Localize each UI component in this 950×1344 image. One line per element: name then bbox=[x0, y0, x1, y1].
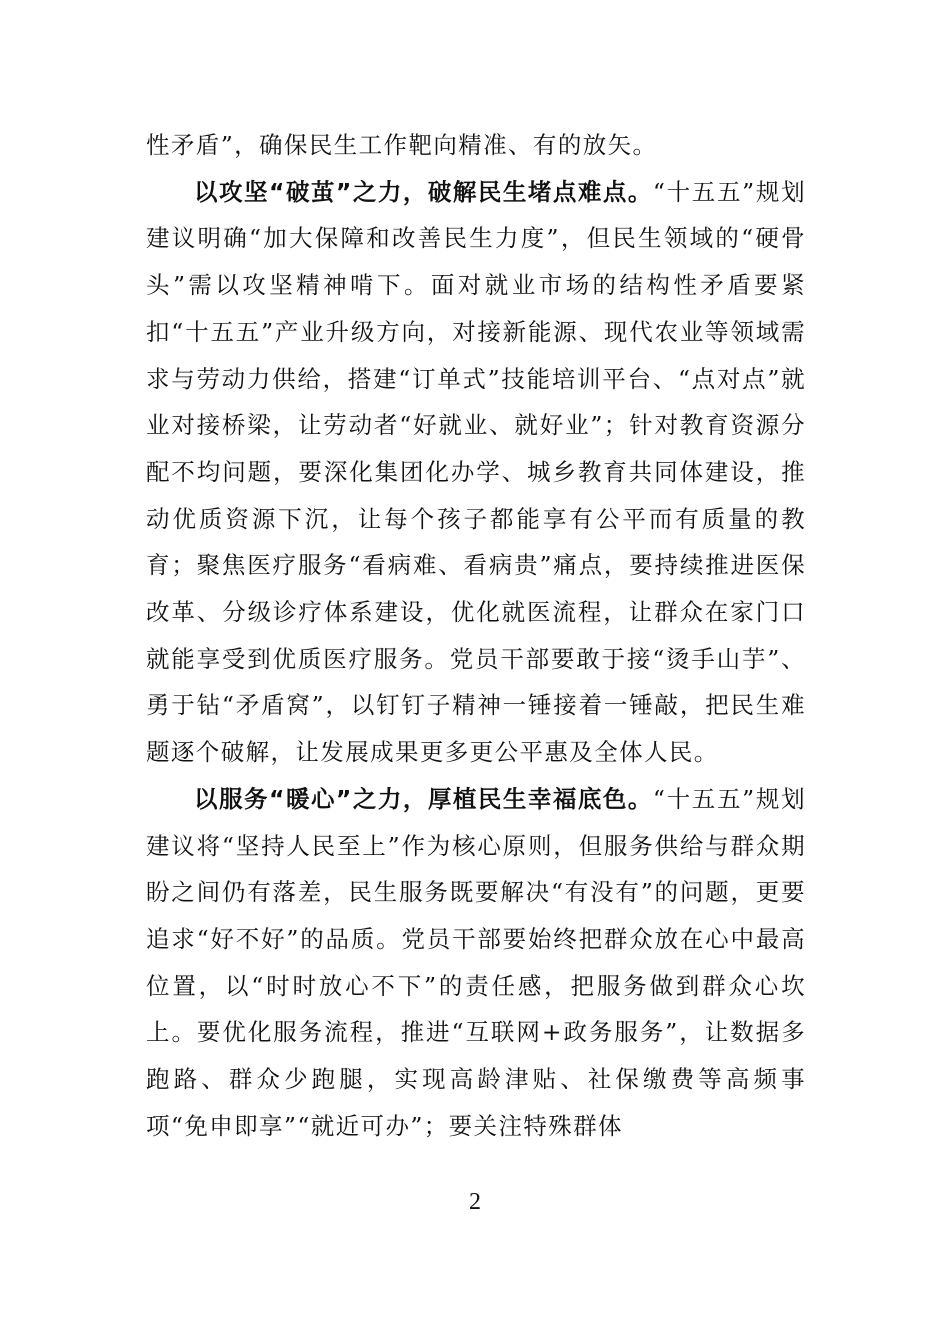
document-body bbox=[146, 122, 806, 1149]
paragraph-text: “十五五”规划建议将“坚持人民至上”作为核心原则，但服务供给与群众期盼之间仍有落差，民生服务既要解决“有没有”的问题，更要追求“好不好”的品质。党员干部要始终把群众放在心中最高位置，以“时时放心不下”的责任感，把服务做到群众心坎上。要优化服务流程，推进“互联网+政务服务”，让数据多跑路、群众少跑腿，实现高龄津贴、社保缴费等高频事项“免申即享”“就近可办”；要关注特殊群体 bbox=[146, 784, 806, 1140]
paragraph-lead-heading: 以服务“暖心”之力，厚植民生幸福底色。 bbox=[194, 784, 653, 813]
page-number: 2 bbox=[469, 1189, 481, 1215]
paragraph-lead-heading: 以攻坚“破茧”之力，破解民生堵点难点。 bbox=[194, 177, 653, 206]
paragraph-text: 性矛盾”，确保民生工作靶向精准、有的放矢。 bbox=[146, 131, 658, 159]
paragraph-text: “十五五”规划建议明确“加大保障和改善民生力度”，但民生领域的“硬骨头”需以攻坚精神啃下。面对就业市场的结构性矛盾要紧扣“十五五”产业升级方向，对接新能源、现代农业等领域需求与劳动力供给，搭建“订单式”技能培训平台、“点对点”就业对接桥梁，让劳动者“好就业、就好业”；针对教育资源分配不均问题，要深化集团化办学、城乡教育共同体建设，推动优质资源下沉，让每个孩子都能享有公平而有质量的教育；聚焦医疗服务“看病难、看病贵”痛点，要持续推进医保改革、分级诊疗体系建设，优化就医流程，让群众在家门口就能享受到优质医疗服务。党员干部要敢于接“烫手山芋”、勇于钻“矛盾窝”，以钉钉子精神一锤接着一锤敲，把民生难题逐个破解，让发展成果更多更公平惠及全体人民。 bbox=[146, 177, 806, 767]
paragraph-continuation bbox=[146, 122, 806, 169]
paragraph-service bbox=[146, 776, 806, 1150]
paragraph-breakthrough bbox=[146, 169, 806, 776]
